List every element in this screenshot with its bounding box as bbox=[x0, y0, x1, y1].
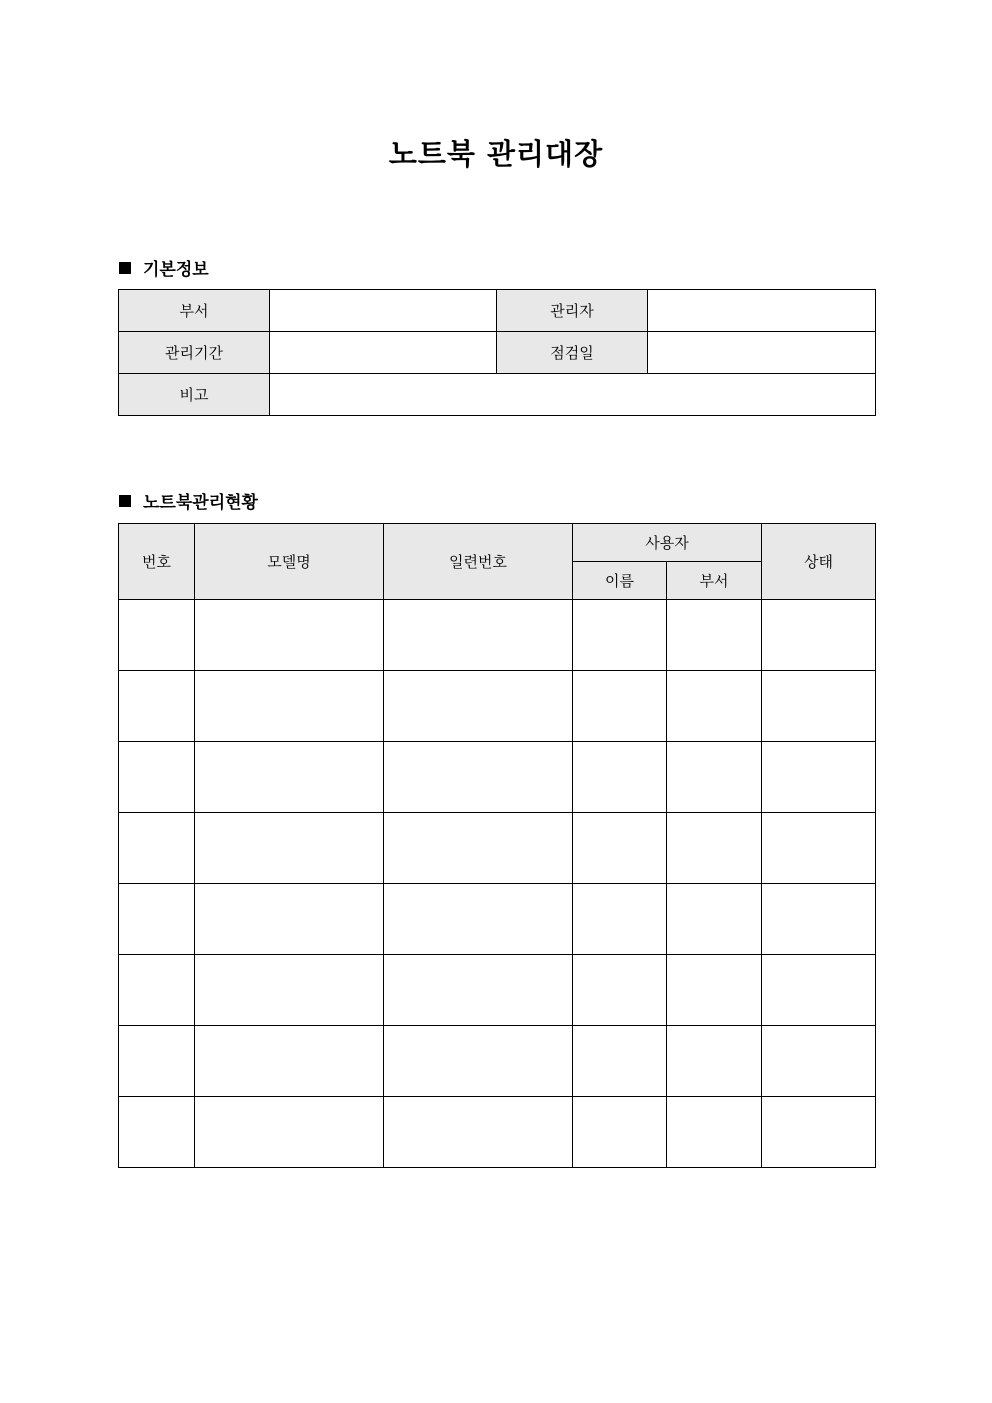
cell-no[interactable] bbox=[119, 1097, 195, 1168]
table-row bbox=[119, 742, 876, 813]
section-heading-basic-label: 기본정보 bbox=[143, 260, 209, 280]
cell-user-name[interactable] bbox=[573, 884, 667, 955]
cell-user-name[interactable] bbox=[573, 742, 667, 813]
cell-no[interactable] bbox=[119, 813, 195, 884]
cell-user-name[interactable] bbox=[573, 1097, 667, 1168]
cell-user-dept[interactable] bbox=[667, 600, 762, 671]
cell-model[interactable] bbox=[195, 813, 384, 884]
dept-label: 부서 bbox=[119, 290, 270, 332]
basic-info-table bbox=[118, 289, 876, 416]
cell-serial[interactable] bbox=[384, 1026, 573, 1097]
header-serial: 일련번호 bbox=[384, 524, 573, 600]
cell-model[interactable] bbox=[195, 742, 384, 813]
cell-model[interactable] bbox=[195, 671, 384, 742]
table-row bbox=[119, 600, 876, 671]
table-row bbox=[119, 884, 876, 955]
cell-model[interactable] bbox=[195, 955, 384, 1026]
basic-info-row bbox=[119, 374, 876, 416]
cell-user-name[interactable] bbox=[573, 1026, 667, 1097]
cell-serial[interactable] bbox=[384, 742, 573, 813]
dept-field[interactable] bbox=[270, 290, 497, 332]
table-header-row bbox=[119, 524, 876, 562]
table-row bbox=[119, 1026, 876, 1097]
page-title: 노트북 관리대장 bbox=[388, 137, 604, 171]
cell-user-name[interactable] bbox=[573, 671, 667, 742]
laptop-management-table bbox=[118, 523, 876, 1168]
section-heading-mgmt-label: 노트북관리현황 bbox=[143, 493, 258, 513]
table-row bbox=[119, 813, 876, 884]
cell-status[interactable] bbox=[762, 955, 876, 1026]
cell-user-dept[interactable] bbox=[667, 742, 762, 813]
cell-serial[interactable] bbox=[384, 955, 573, 1026]
table-row bbox=[119, 671, 876, 742]
cell-status[interactable] bbox=[762, 884, 876, 955]
cell-no[interactable] bbox=[119, 1026, 195, 1097]
table-row bbox=[119, 955, 876, 1026]
header-no: 번호 bbox=[119, 524, 195, 600]
cell-user-dept[interactable] bbox=[667, 884, 762, 955]
cell-status[interactable] bbox=[762, 813, 876, 884]
cell-user-dept[interactable] bbox=[667, 1097, 762, 1168]
section-heading-basic bbox=[119, 255, 209, 280]
period-field[interactable] bbox=[270, 332, 497, 374]
table-row bbox=[119, 1097, 876, 1168]
cell-user-name[interactable] bbox=[573, 600, 667, 671]
header-user-name: 이름 bbox=[573, 562, 667, 600]
square-bullet-icon bbox=[119, 495, 131, 507]
cell-user-dept[interactable] bbox=[667, 813, 762, 884]
cell-model[interactable] bbox=[195, 884, 384, 955]
cell-status[interactable] bbox=[762, 1097, 876, 1168]
cell-status[interactable] bbox=[762, 742, 876, 813]
manager-label: 관리자 bbox=[497, 290, 648, 332]
inspection-date-field[interactable] bbox=[648, 332, 876, 374]
header-status: 상태 bbox=[762, 524, 876, 600]
cell-no[interactable] bbox=[119, 742, 195, 813]
cell-serial[interactable] bbox=[384, 600, 573, 671]
square-bullet-icon bbox=[119, 262, 131, 274]
cell-no[interactable] bbox=[119, 955, 195, 1026]
cell-user-dept[interactable] bbox=[667, 1026, 762, 1097]
cell-status[interactable] bbox=[762, 1026, 876, 1097]
note-field[interactable] bbox=[270, 374, 876, 416]
cell-serial[interactable] bbox=[384, 1097, 573, 1168]
cell-model[interactable] bbox=[195, 1026, 384, 1097]
cell-no[interactable] bbox=[119, 600, 195, 671]
cell-serial[interactable] bbox=[384, 671, 573, 742]
header-user: 사용자 bbox=[573, 524, 762, 562]
cell-model[interactable] bbox=[195, 600, 384, 671]
cell-user-name[interactable] bbox=[573, 813, 667, 884]
inspection-date-label: 점검일 bbox=[497, 332, 648, 374]
header-model: 모델명 bbox=[195, 524, 384, 600]
cell-no[interactable] bbox=[119, 671, 195, 742]
cell-model[interactable] bbox=[195, 1097, 384, 1168]
basic-info-row bbox=[119, 290, 876, 332]
cell-status[interactable] bbox=[762, 600, 876, 671]
header-user-dept: 부서 bbox=[667, 562, 762, 600]
cell-user-dept[interactable] bbox=[667, 955, 762, 1026]
cell-serial[interactable] bbox=[384, 884, 573, 955]
cell-user-dept[interactable] bbox=[667, 671, 762, 742]
cell-serial[interactable] bbox=[384, 813, 573, 884]
section-heading-mgmt bbox=[119, 488, 258, 513]
cell-user-name[interactable] bbox=[573, 955, 667, 1026]
basic-info-row bbox=[119, 332, 876, 374]
laptop-table-body bbox=[119, 600, 876, 1168]
note-label: 비고 bbox=[119, 374, 270, 416]
manager-field[interactable] bbox=[648, 290, 876, 332]
cell-status[interactable] bbox=[762, 671, 876, 742]
period-label: 관리기간 bbox=[119, 332, 270, 374]
cell-no[interactable] bbox=[119, 884, 195, 955]
